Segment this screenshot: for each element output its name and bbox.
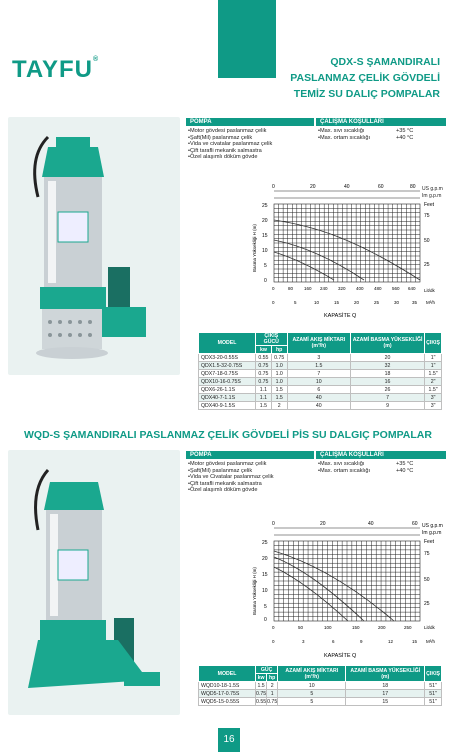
table-cell: QDX40-7-1.1S (199, 394, 256, 402)
table-cell: 9 (351, 402, 425, 410)
svg-text:5: 5 (264, 604, 267, 610)
table-cell: 18 (346, 682, 425, 690)
section2-conditions-label: ÇALIŞMA KOŞULLARI (316, 451, 446, 459)
table-cell: 0.75 (256, 362, 272, 370)
svg-text:0: 0 (264, 278, 267, 284)
table-cell: 0.55 (256, 698, 267, 705)
svg-text:6: 6 (332, 639, 335, 644)
section1-conditions: •Max. sıvı sıcaklığı +35 °C •Max. ortam sıcaklığı +40 °C (318, 128, 414, 141)
svg-text:150: 150 (352, 625, 360, 630)
svg-text:30: 30 (394, 300, 400, 305)
table-row (199, 682, 442, 690)
svg-text:20: 20 (320, 521, 326, 527)
table-cell: QDX6-26-1.1S (199, 386, 256, 394)
table-row (199, 690, 442, 698)
svg-text:80: 80 (410, 184, 416, 190)
svg-text:20: 20 (262, 556, 268, 562)
pump2-image (8, 450, 180, 715)
feature-item: •Özel alaşımlı döküm gövde (188, 154, 258, 161)
table-cell: 5 (278, 690, 346, 698)
svg-text:20: 20 (310, 184, 316, 190)
table-cell: 2 (271, 402, 287, 410)
table-cell: 0.55 (256, 354, 272, 362)
table-cell: 1.0 (271, 362, 287, 370)
table-cell: 0.75 (256, 370, 272, 378)
feature-item: •Motor gövdesi paslanmaz çelik (188, 461, 267, 467)
table-cell: 51" (425, 698, 442, 706)
section2-title: WQD-S ŞAMANDIRALI PASLANMAZ ÇELİK GÖVDELİ PİS SU DALGIÇ POMPALAR (24, 429, 432, 441)
svg-text:400: 400 (356, 286, 364, 291)
svg-text:0: 0 (272, 521, 275, 527)
table-row (199, 402, 442, 410)
table-cell: 3" (425, 402, 442, 410)
table-cell: QDX3-20-0.55S (199, 354, 256, 362)
svg-text:100: 100 (324, 625, 332, 630)
svg-text:60: 60 (412, 521, 418, 527)
table-cell: 1.5" (425, 370, 442, 378)
svg-text:KAPASİTE Q: KAPASİTE Q (324, 313, 357, 319)
table-cell: 3 (287, 354, 350, 362)
svg-text:Lit/dk: Lit/dk (424, 288, 435, 293)
svg-text:Feet: Feet (424, 539, 435, 545)
table-cell: 5 (278, 698, 346, 706)
table-cell: 1.0 (271, 378, 287, 386)
table-row (199, 362, 442, 370)
svg-text:20: 20 (354, 300, 360, 305)
page-number: 16 (218, 728, 240, 752)
table-cell: 1.1 (256, 386, 272, 394)
pump1-illustration (8, 117, 180, 375)
brand-logo: TAYFU® (12, 56, 100, 83)
table-cell: 32 (351, 362, 425, 370)
section1-spec-table: MODEL ÇIKIŞ GÜCÜ AZAMİ AKIŞ MİKTARI (m³/h) AZAMİ BASMA YÜKSEKLİĞİ (m) ÇIKIŞ kw hp QDX3-20-0.55S 0.55 0.75 3 20 1" QDX1.5-32-0.75S 0.75 1.0 1.5 32 1" QDX7-18-0.75S 0.75 1.0 7 18 1.5" QDX10-16-0.75S 0.75 1.0 10 16 2" QDX6-26-1.1S 1.1 1.5 6 26 1.5" QDX40-7-1.1S 1.1 1.5 40 7 3" QDX40-9-1.5S 1.5 2 40 9 3" (198, 332, 442, 410)
feature-item: •Vida ve civatalar paslanmaz çelik (188, 141, 273, 148)
feature-item: •Şaft(Mil) paslanmaz çelik (188, 467, 253, 474)
table-cell: 1.5 (271, 394, 287, 402)
table-cell: 15 (346, 698, 425, 706)
svg-text:320: 320 (338, 286, 346, 291)
svg-text:50: 50 (424, 577, 430, 583)
svg-text:15: 15 (412, 639, 418, 644)
svg-text:KAPASİTE Q: KAPASİTE Q (324, 653, 357, 659)
svg-text:160: 160 (304, 286, 312, 291)
table-cell: 7 (287, 370, 350, 378)
section2-spec-table: MODEL GÜÇ AZAMİ AKIŞ MİKTARI (m³/h) AZAMİ BASMA YÜKSEKLİĞİ (m) ÇIKIŞ kw hp WQD10-18-1.5S 1.5 2 10 18 51" WQD5-17-0.75S 0.75 1 5 17 51" WQD5-15-0.55S 0.55 0.75 5 15 51" (198, 665, 442, 706)
table-cell: QDX10-16-0.75S (199, 378, 256, 386)
table-cell: 0.75 (271, 354, 287, 362)
table-cell: QDX7-18-0.75S (199, 370, 256, 378)
table-cell: 2 (267, 682, 278, 690)
svg-text:75: 75 (424, 551, 430, 557)
svg-text:50: 50 (298, 625, 304, 630)
table-row (199, 354, 442, 362)
svg-text:40: 40 (344, 184, 350, 190)
section2-features (188, 461, 312, 494)
feature-item: •Çift tarafli mekanik salmastra (188, 480, 262, 487)
table-cell: WQD5-17-0.75S (199, 690, 256, 698)
table-cell: 40 (287, 394, 350, 402)
svg-text:25: 25 (262, 540, 268, 546)
svg-text:M³/h: M³/h (426, 300, 435, 305)
svg-text:640: 640 (408, 286, 416, 291)
svg-text:25: 25 (262, 203, 268, 209)
table-cell: QDX1.5-32-0.75S (199, 362, 256, 370)
table-cell: 18 (351, 370, 425, 378)
svg-text:15: 15 (262, 572, 268, 578)
svg-text:Lit/dk: Lit/dk (424, 625, 435, 630)
svg-text:0: 0 (272, 639, 275, 644)
section1-features (188, 128, 312, 161)
svg-text:75: 75 (424, 213, 430, 219)
svg-text:3: 3 (302, 639, 305, 644)
svg-text:25: 25 (374, 300, 380, 305)
pump2-illustration (8, 450, 180, 715)
top-unit2: Im g.p.m (422, 193, 442, 199)
feature-item: •Şaft(Mil) paslanmaz çelik (188, 134, 253, 141)
table-cell: 1 (267, 690, 278, 698)
svg-text:M³/h: M³/h (426, 639, 435, 644)
section1-conditions-label: ÇALIŞMA KOŞULLARI (316, 118, 446, 126)
table-row (199, 698, 442, 706)
table-row (199, 378, 442, 386)
table-cell: 0.75 (256, 378, 272, 386)
svg-text:0: 0 (264, 617, 267, 623)
svg-text:25: 25 (424, 601, 430, 607)
section2-chart (244, 517, 450, 661)
table-cell: 1.5 (271, 386, 287, 394)
table-cell: 0.75 (256, 690, 267, 697)
svg-text:Basma Yüksekliği H (m): Basma Yüksekliği H (m) (252, 567, 257, 615)
svg-text:80: 80 (288, 286, 294, 291)
svg-text:15: 15 (262, 233, 268, 239)
pump1-image (8, 117, 180, 375)
table-cell: 40 (287, 402, 350, 410)
feature-item: •Motor gövdesi paslanmaz çelik (188, 128, 267, 134)
svg-text:Basma Yüksekliği H (m): Basma Yüksekliği H (m) (252, 224, 257, 272)
table-cell: 1.5 (257, 682, 265, 689)
table-cell: 3" (425, 394, 442, 402)
feature-item: •Özel alaşımlı döküm gövde (188, 487, 258, 494)
table-row (199, 370, 442, 378)
table-cell: 1" (425, 354, 442, 362)
svg-text:Im g.p.m: Im g.p.m (422, 530, 442, 536)
svg-text:250: 250 (404, 625, 412, 630)
table-cell: 10 (287, 378, 350, 386)
svg-text:40: 40 (368, 521, 374, 527)
svg-text:US g.p.m: US g.p.m (422, 523, 443, 529)
svg-text:12: 12 (388, 639, 394, 644)
svg-text:Feet: Feet (424, 202, 435, 208)
svg-text:5: 5 (264, 263, 267, 269)
table-cell: 51" (425, 690, 442, 698)
svg-text:10: 10 (314, 300, 320, 305)
table-cell: 10 (278, 682, 346, 690)
feature-item: •Çift tarafli mekanik salmastra (188, 147, 262, 154)
svg-text:9: 9 (360, 639, 363, 644)
svg-text:50: 50 (424, 238, 430, 244)
table-cell: WQD10-18-1.5S (199, 682, 256, 690)
table-cell: 1.5 (287, 362, 350, 370)
table-cell: 7 (351, 394, 425, 402)
table-cell: 1.5" (425, 386, 442, 394)
svg-text:10: 10 (262, 248, 268, 254)
svg-text:25: 25 (424, 262, 430, 268)
svg-text:0: 0 (272, 184, 275, 190)
svg-text:560: 560 (392, 286, 400, 291)
svg-text:240: 240 (320, 286, 328, 291)
svg-text:0: 0 (272, 300, 275, 305)
svg-text:10: 10 (262, 588, 268, 594)
table-cell: 1.0 (271, 370, 287, 378)
svg-text:60: 60 (378, 184, 384, 190)
section1-chart (244, 180, 450, 320)
table-cell: 51" (425, 682, 442, 690)
table-cell: 17 (346, 690, 425, 698)
table-row (199, 394, 442, 402)
top-unit1: US g.p.m (422, 186, 443, 192)
table-cell: 2" (425, 378, 442, 386)
table-cell: 20 (351, 354, 425, 362)
svg-text:200: 200 (378, 625, 386, 630)
section2-conditions: •Max. sıvı sıcaklığı +35 °C •Max. ortam sıcaklığı +40 °C (318, 461, 414, 474)
svg-text:5: 5 (294, 300, 297, 305)
table-cell: 26 (351, 386, 425, 394)
table-cell: QDX40-9-1.5S (199, 402, 256, 410)
table-cell: 1.1 (256, 394, 272, 402)
svg-text:0: 0 (272, 625, 275, 630)
svg-text:20: 20 (262, 218, 268, 224)
svg-text:480: 480 (374, 286, 382, 291)
table-cell: 1" (425, 362, 442, 370)
svg-text:15: 15 (334, 300, 340, 305)
table-cell: 1.5 (256, 402, 272, 410)
table-cell: 6 (287, 386, 350, 394)
section2-pump-label: POMPA (186, 451, 314, 459)
section1-title: QDX-S ŞAMANDIRALI PASLANMAZ ÇELİK GÖVDELİ TEMİZ SU DALIÇ POMPALAR (290, 56, 440, 100)
section1-pump-label: POMPA (186, 118, 314, 126)
table-cell: WQD5-15-0.55S (199, 698, 256, 706)
table-cell: 16 (351, 378, 425, 386)
table-row (199, 386, 442, 394)
svg-text:35: 35 (412, 300, 418, 305)
feature-item: •Vida ve Civatalar paslanmaz çelik (188, 474, 274, 481)
table-cell: 0.75 (267, 698, 278, 705)
svg-text:0: 0 (272, 286, 275, 291)
